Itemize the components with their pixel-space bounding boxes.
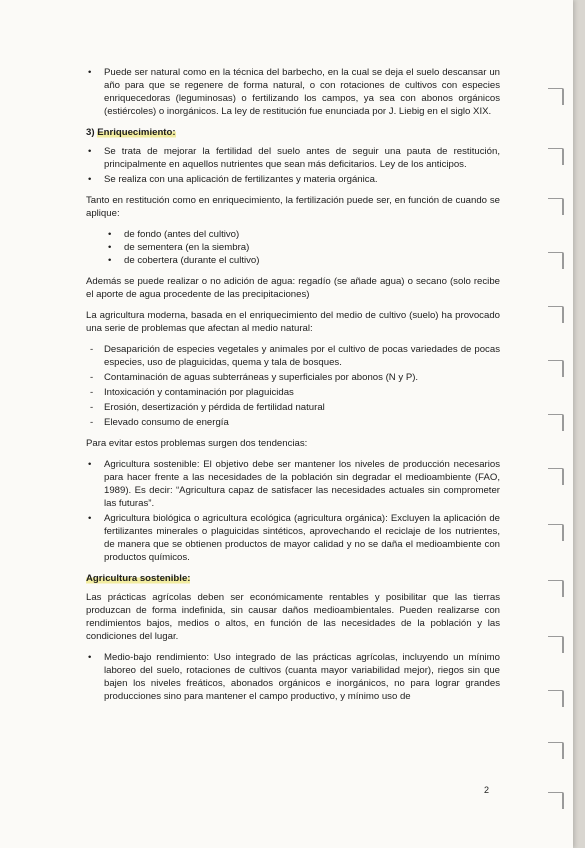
list-item: - Desaparición de especies vegetales y animales por el cultivo de pocas variedades de pocas especies, uso de plaguicidas, quema y tala de bosques. xyxy=(86,343,500,369)
list-item: • de cobertera (durante el cultivo) xyxy=(106,254,500,267)
list-item: • Medio-bajo rendimiento: Uso integrado de las prácticas agrícolas, incluyendo un mínimo laboreo del suelo, rotaciones de cultivos (cuanta mayor variabilidad mejor), riegos sin que bajen los niveles freáticos, abonados orgánicos e inorgánicos, no para lograr grandes producciones sino para mantener el campo productivo, y mínimo uso de xyxy=(86,651,500,703)
fertilization-types-list xyxy=(86,228,500,267)
binder-tab xyxy=(548,636,564,653)
intro-list xyxy=(86,66,500,118)
list-item: • Se trata de mejorar la fertilidad del suelo antes de seguir una pauta de restitución, principalmente en aquellos nutrientes que sean más deficitarios. Ley de los anticipos. xyxy=(86,145,500,171)
binder-tab xyxy=(548,306,564,323)
rendimiento-list xyxy=(86,651,500,703)
binder-tab xyxy=(548,360,564,377)
binder-tab xyxy=(548,148,564,165)
paragraph-evitar: Para evitar estos problemas surgen dos tendencias: xyxy=(86,438,308,449)
section-number: 3) xyxy=(86,127,95,138)
binder-tab xyxy=(548,468,564,485)
binder-tab xyxy=(548,88,564,105)
binder-tab xyxy=(548,414,564,431)
binder-tab xyxy=(548,742,564,759)
problems-list xyxy=(86,343,500,429)
binder-tab xyxy=(548,690,564,707)
list-item: • de fondo (antes del cultivo) xyxy=(106,228,500,241)
page-content xyxy=(86,66,500,711)
paragraph-tanto: Tanto en restitución como en enriquecimiento, la fertilización puede ser, en función de cuando se aplique: xyxy=(86,195,500,219)
binder-tab xyxy=(548,792,564,809)
paragraph-ademas: Además se puede realizar o no adición de agua: regadío (se añade agua) o secano (solo recibe el aporte de agua procedente de las precipitaciones) xyxy=(86,276,500,300)
section-title: Agricultura sostenible: xyxy=(86,573,191,584)
section-heading-enriquecimiento xyxy=(86,126,500,139)
paragraph-agricultura-moderna: La agricultura moderna, basada en el enriquecimiento del medio de cultivo (suelo) ha provocado una serie de problemas que afectan al medio natural: xyxy=(86,310,500,334)
list-item: - Elevado consumo de energía xyxy=(86,416,500,429)
list-item: • de sementera (en la siembra) xyxy=(106,241,500,254)
list-item: • Se realiza con una aplicación de fertilizantes y materia orgánica. xyxy=(86,173,500,186)
binder-tab xyxy=(548,524,564,541)
list-item: • Agricultura biológica o agricultura ecológica (agricultura orgánica): Excluyen la aplicación de fertilizantes minerales o plaguicidas sintéticos, aprovechando el reciclaje de los nutrientes, de manera que se obtienen productos de mayor calidad y no se daña el medioambiente con productos químicos. xyxy=(86,512,500,564)
section-heading-sostenible xyxy=(86,572,500,585)
enriquecimiento-list xyxy=(86,145,500,186)
binder-tab xyxy=(548,198,564,215)
binder-tab xyxy=(548,252,564,269)
list-item: - Intoxicación y contaminación por plaguicidas xyxy=(86,386,500,399)
tendencias-list xyxy=(86,458,500,564)
page-number: 2 xyxy=(484,785,490,795)
section-title: Enriquecimiento: xyxy=(97,127,176,138)
binder-tab xyxy=(548,580,564,597)
list-item: • Agricultura sostenible: El objetivo debe ser mantener los niveles de producción necesarios para hacer frente a las necesidades de la población sin degradar el medioambiente (FAO, 1989). Es decir: “Agricultura capaz de satisfacer las necesidades actuales sin comprometer las futuras”. xyxy=(86,458,500,510)
list-item: - Contaminación de aguas subterráneas y superficiales por abonos (N y P). xyxy=(86,371,500,384)
paragraph-practicas: Las prácticas agrícolas deben ser económicamente rentables y posibilitar que las tierras produzcan de forma indefinida, sin causar daños medioambientales. Pueden realizarse con rendimientos bajos, medios o altos, en función de las necesidades de la población y las condiciones del lugar. xyxy=(86,592,500,642)
list-item: - Erosión, desertización y pérdida de fertilidad natural xyxy=(86,401,500,414)
list-item: • Puede ser natural como en la técnica del barbecho, en la cual se deja el suelo descansar un año para que se regenere de forma natural, o con rotaciones de cultivos con especies enriquecedoras (leguminosas) o fertilizando los campos, ya sea con abonos orgánicos (estiércoles) o inorgánicos. La ley de restitución fue enunciada por J. Liebig en el siglo XIX. xyxy=(86,66,500,118)
